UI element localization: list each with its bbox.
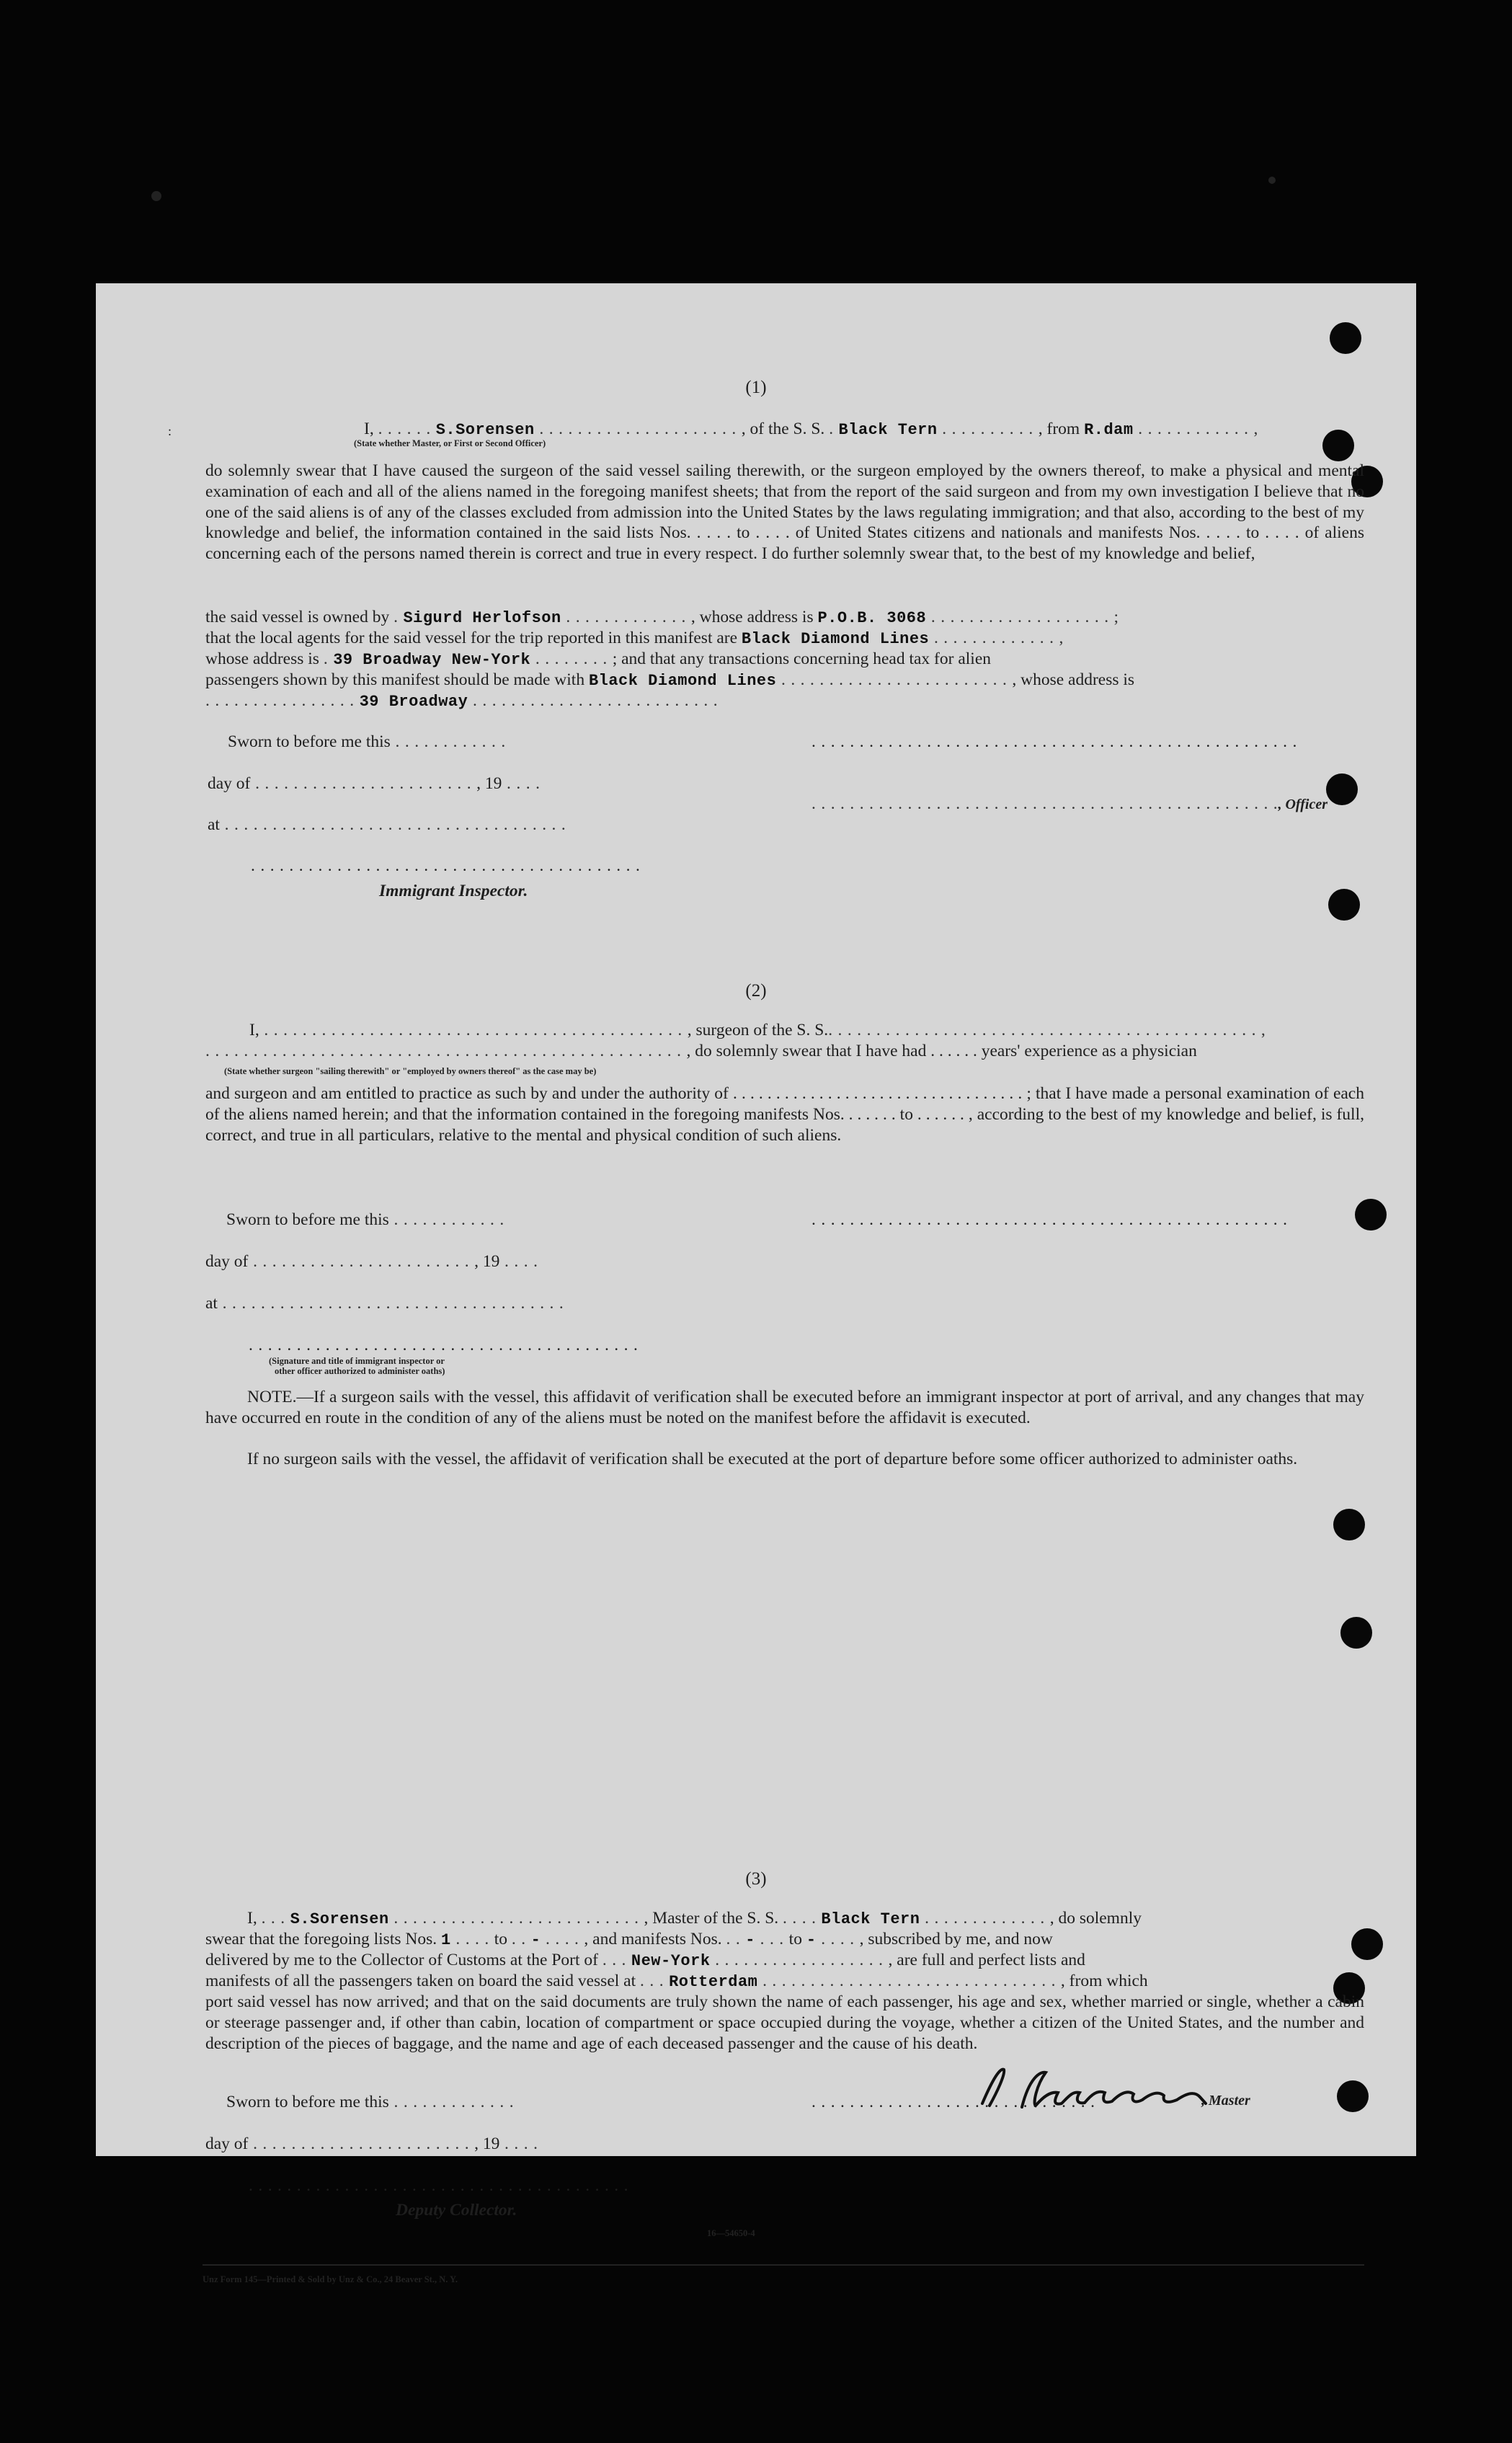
section-1-inspector-label: Immigrant Inspector.: [379, 882, 528, 900]
margin-mark: :: [168, 424, 172, 438]
departure-port-field: R.dam: [1084, 421, 1134, 439]
section-1-officer-note: (State whether Master, or First or Second Officer): [354, 438, 546, 448]
section-2-note-paragraph-2: If no surgeon sails with the vessel, the affidavit of verification shall be executed at the port of departure before some officer authorized to administer oaths.: [247, 1450, 1298, 1468]
section-2-experience-line: . . . . . . . . . . . . . . . . . . . . . . . . . . . . . . . . . . . . . . . . . . . . . . . . . . , do solemnly swear that I have had . . . . . . years' experience as a physician: [205, 1042, 1197, 1060]
section-2-surgeon-signature-line: . . . . . . . . . . . . . . . . . . . . . . . . . . . . . . . . . . . . . . . . . . . . . . . . . .: [811, 1210, 1288, 1229]
section-2-surgeon-line: I, . . . . . . . . . . . . . . . . . . . . . . . . . . . . . . . . . . . . . . . . . . . . , surgeon of the S. S.. . . . . . . . . . . . . . . . . . . . . . . . . . . . . . . . . . . . . . . . . . . . . ,: [249, 1021, 1266, 1039]
section-1-inspector-line: . . . . . . . . . . . . . . . . . . . . . . . . . . . . . . . . . . . . . . . . .: [251, 856, 641, 875]
section-1-at-label: at . . . . . . . . . . . . . . . . . . . . . . . . . . . . . . . . . . . .: [208, 815, 566, 834]
section-3-sworn-label: Sworn to before me this . . . . . . . . . . . . .: [226, 2093, 515, 2111]
section-2-sworn-label: Sworn to before me this . . . . . . . . . . . .: [226, 1210, 505, 1229]
vessel-name-field: Black Tern: [838, 421, 938, 439]
section-3-day-label: day of . . . . . . . . . . . . . . . . . . . . . . . , 19 . . . .: [205, 2134, 538, 2153]
section-1-owner-line: the said vessel is owned by . Sigurd Herlofson . . . . . . . . . . . . . , whose address is P.O.B. 3068 . . . . . . . . . . . . . . . . . . . ;: [205, 608, 1119, 627]
punch-hole: [1328, 889, 1360, 921]
section-2-signature-note-2: other officer authorized to administer oaths): [275, 1366, 445, 1376]
section-2-oath-body: and surgeon and am entitled to practice as such by and under the authority of . . . . . . . . . . . . . . . . . . . . . . . . . . . . . . . . . . ; that I have made a personal examination of each of the aliens named herein; and that the information contained in the foregoing manifests Nos. . . . . . . to . . . . . . , according to the best of my knowledge and belief, is full, correct, and true in all particulars, relative to the mental and physical condition of such aliens.: [205, 1084, 1364, 1145]
punch-hole: [1337, 2080, 1369, 2112]
punch-hole: [1355, 1199, 1387, 1231]
section-3-master-line: I, . . . S.Sorensen . . . . . . . . . . . . . . . . . . . . . . . . . . , Master of the S. S. . . . . Black Tern . . . . . . . . . . . . . , do solemnly: [247, 1909, 1142, 1928]
form-page: [96, 283, 1416, 2284]
punch-hole: [1330, 322, 1361, 354]
section-1-day-label: day of . . . . . . . . . . . . . . . . . . . . . . . , 19 . . . .: [208, 774, 541, 793]
section-3-deputy-label: Deputy Collector.: [396, 2201, 517, 2220]
section-1-oath-body: do solemnly swear that I have caused the surgeon of the said vessel sailing therewith, or the surgeon employed by the owners thereof, to make a physical and mental examination of each and all of the aliens named in the foregoing manifest sheets; that from the report of the said surgeon and from my own investigation I believe that no one of the said aliens is of any of the classes excluded from admission into the United States by the laws regulating immigration; and that also, according to the best of my knowledge and belief, the information contained in the said lists Nos. . . . . to . . . . of United States citizens and nationals and manifests Nos. . . . . to . . . . of aliens concerning each of the persons named therein is correct and true in every respect. I do further solemnly swear that, to the best of my knowledge and belief,: [205, 461, 1364, 564]
headtax-agent-field: Black Diamond Lines: [588, 672, 777, 690]
section-1-headtax-line: passengers shown by this manifest should be made with Black Diamond Lines . . . . . . . . . . . . . . . . . . . . . . . . , whose address is: [205, 670, 1135, 690]
agent-address-field: 39 Broadway New-York: [333, 651, 531, 669]
section-3-vessel-field: Black Tern: [821, 1910, 920, 1928]
section-1-master-line: I, . . . . . . S.Sorensen . . . . . . . . . . . . . . . . . . . . . , of the S. S. . Black Tern . . . . . . . . . . , from R.dam . . . . . . . . . . . . ,: [364, 420, 1259, 439]
section-1-agents-line: that the local agents for the said vessel for the trip reported in this manifest are Black Diamond Lines . . . . . . . . . . . . . ,: [205, 629, 1064, 648]
headtax-address-field: 39 Broadway: [359, 693, 468, 711]
section-2-signature-note-1: (Signature and title of immigrant inspector or: [269, 1356, 445, 1366]
section-2-inspector-line: . . . . . . . . . . . . . . . . . . . . . . . . . . . . . . . . . . . . . . . . .: [249, 1336, 639, 1354]
section-2-number: (2): [745, 981, 767, 1001]
owner-field: Sigurd Herlofson: [403, 609, 561, 627]
section-2-at-label: at . . . . . . . . . . . . . . . . . . . . . . . . . . . . . . . . . . . .: [205, 1294, 564, 1313]
footer-rule: [203, 2264, 1364, 2266]
section-1-officer-signature-line: . . . . . . . . . . . . . . . . . . . . . . . . . . . . . . . . . . . . . . . . . . . . . . . . . . .: [811, 732, 1298, 751]
dust-speck: [151, 191, 161, 201]
section-2-surgeon-note: (State whether surgeon "sailing therewith" or "employed by owners thereof" as the case may be): [224, 1066, 597, 1076]
section-3-number: (3): [745, 1869, 767, 1889]
section-3-oath-body: port said vessel has now arrived; and that on the said documents are truly shown the name of each passenger, his age and sex, whether married or single, whether a cabin or steerage passenger and, if other than cabin, location of compartment or space occupied during the voyage, whether a citizen of the United States, and the number and description of the pieces of baggage, and the name and age of each deceased passenger and the cause of his death.: [205, 1992, 1364, 2053]
punch-hole: [1333, 1509, 1365, 1540]
section-1-headtax-address-line: . . . . . . . . . . . . . . . . 39 Broadway . . . . . . . . . . . . . . . . . . . . . . . . . .: [205, 691, 719, 711]
boarding-port-field: Rotterdam: [669, 1973, 758, 1991]
owner-address-field: P.O.B. 3068: [817, 609, 927, 627]
section-1-officer-line: . . . . . . . . . . . . . . . . . . . . . . . . . . . . . . . . . . . . . . . . . . . . . . . . ., Officer: [811, 794, 1328, 813]
section-3-lists-line: swear that the foregoing lists Nos. 1 . . . . to . . - . . . . , and manifests Nos. . . - . . . to - . . . . , subscribed by me, and now: [205, 1930, 1053, 1949]
section-3-collector-line: delivered by me to the Collector of Customs at the Port of . . . New-York . . . . . . . . . . . . . . . . . . , are full and perfect lists and: [205, 1951, 1085, 1970]
punch-hole: [1340, 1617, 1372, 1649]
master-name-field: S.Sorensen: [435, 421, 535, 439]
section-3-deputy-line: . . . . . . . . . . . . . . . . . . . . . . . . . . . . . . . . . . . . . . . .: [249, 2176, 629, 2195]
arrival-port-field: New-York: [631, 1952, 711, 1970]
section-3-master-field: S.Sorensen: [290, 1910, 389, 1928]
printer-footer: Unz Form 145—Printed & Sold by Unz & Co., 24 Beaver St., N. Y.: [203, 2274, 458, 2284]
agent-field: Black Diamond Lines: [741, 630, 930, 648]
section-3-master-label: , Master: [1201, 2093, 1250, 2109]
section-1-sworn-label: Sworn to before me this . . . . . . . . . . . .: [228, 732, 507, 751]
punch-hole: [1326, 773, 1358, 805]
section-3-boarding-line: manifests of all the passengers taken on board the said vessel at . . . Rotterdam . . . . . . . . . . . . . . . . . . . . . . . . . . . . . . . , from which: [205, 1972, 1148, 1991]
section-1-agent-address-line: whose address is . 39 Broadway New-York . . . . . . . . ; and that any transactions concerning head tax for alien: [205, 649, 992, 669]
section-3-master-signature-line: . . . . . . . . . . . . . . . . . . . . . . . . . . . . . .: [811, 2093, 1095, 2111]
section-2-day-label: day of . . . . . . . . . . . . . . . . . . . . . . . , 19 . . . .: [205, 1252, 538, 1271]
dust-speck: [1268, 177, 1276, 184]
section-2-note-paragraph: NOTE.—If a surgeon sails with the vessel, this affidavit of verification shall be executed before an immigrant inspector at port of arrival, and any changes that may have occurred en route in the condition of any of the aliens must be noted on the manifest before the affidavit is executed.: [205, 1388, 1364, 1427]
form-number: 16—54650-4: [707, 2228, 755, 2238]
section-1-number: (1): [745, 378, 767, 397]
